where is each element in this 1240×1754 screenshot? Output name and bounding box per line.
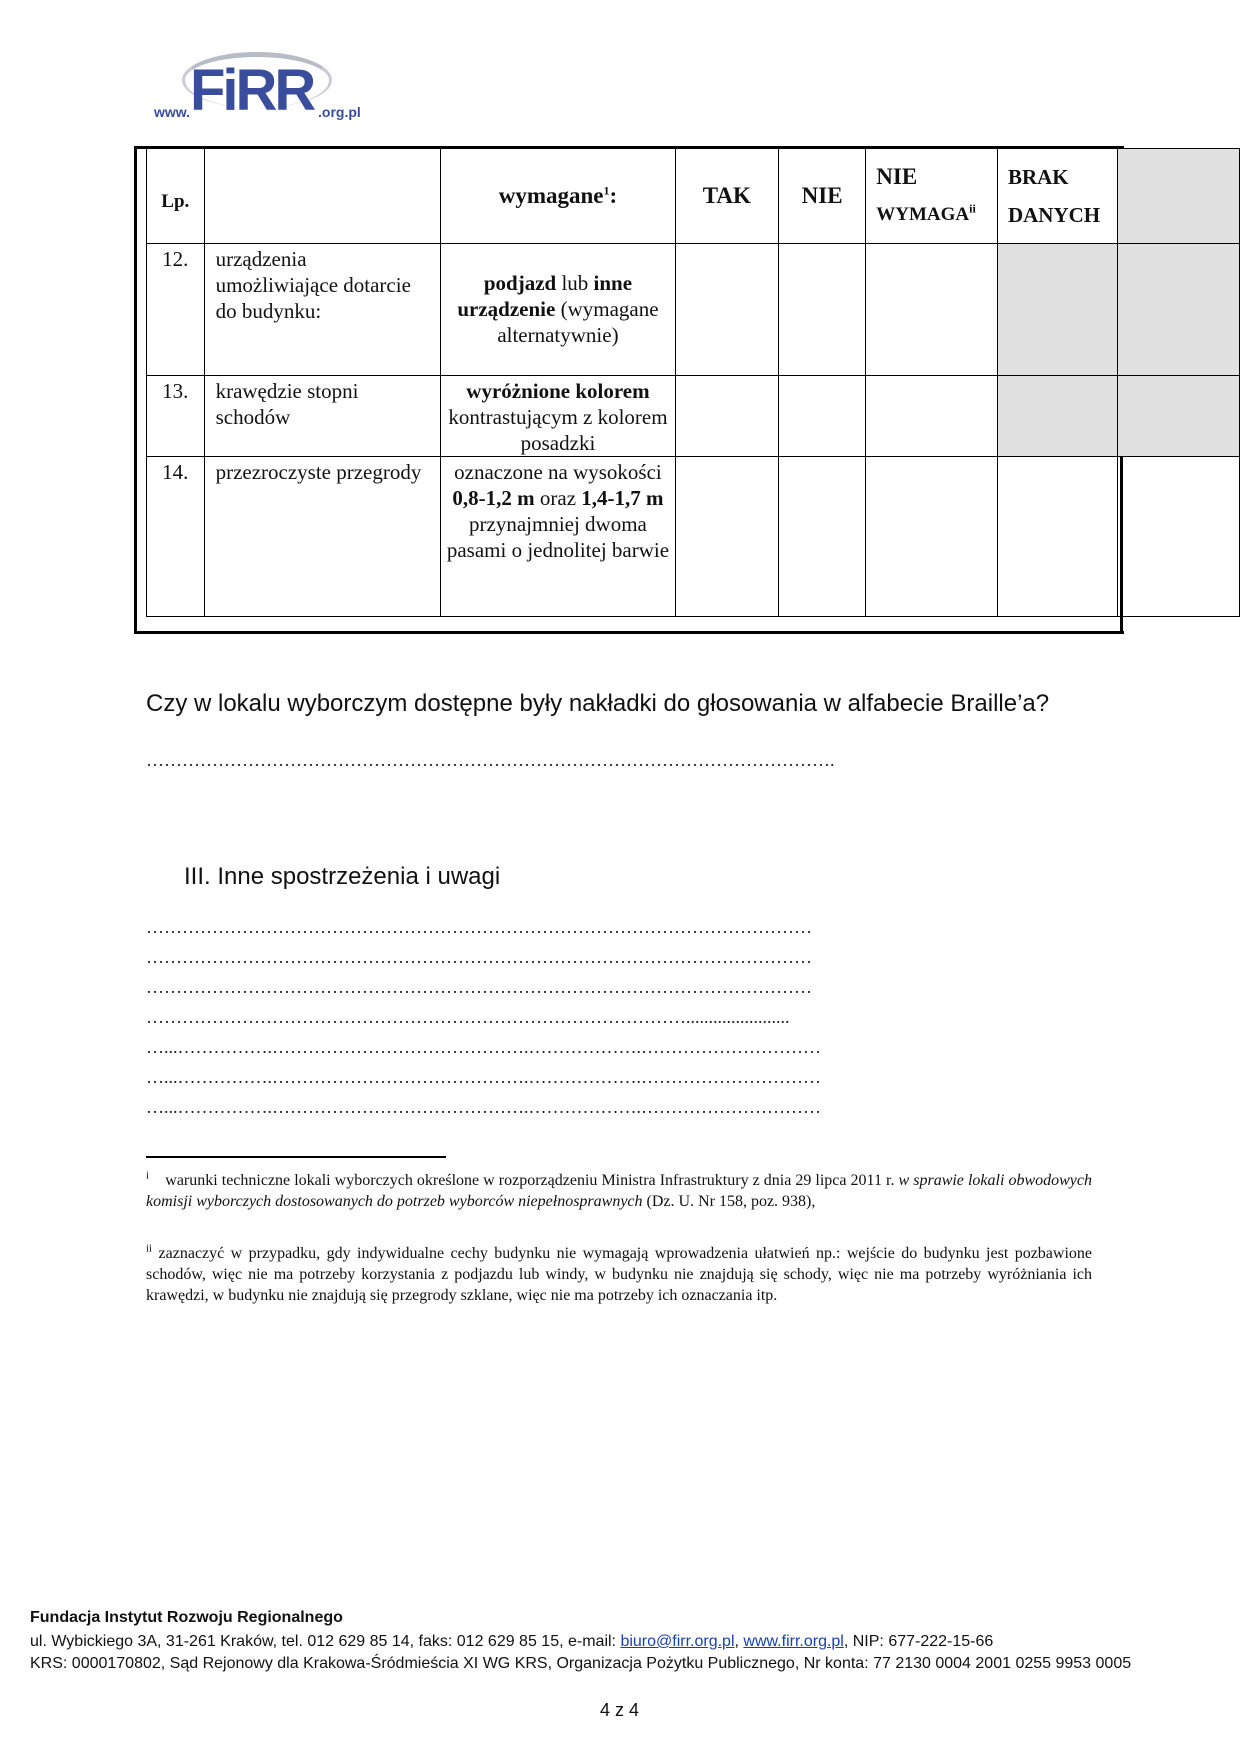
- row-description: krawędzie stopni schodów: [204, 376, 441, 457]
- section-title: III. Inne spostrzeżenia i uwagi: [184, 863, 501, 890]
- row-extra-gray-cell: [1117, 376, 1239, 457]
- notes-dotted-line[interactable]: …………………………………………………………………………………………………: [146, 947, 812, 967]
- row-extra-cell: [1117, 457, 1239, 617]
- header-extra-gray: [1117, 149, 1239, 244]
- header-nie-wymaga: NIE WYMAGA$^{ii}$: [866, 149, 998, 244]
- header-tak: TAK: [675, 149, 778, 244]
- row-tak-cell[interactable]: [675, 376, 778, 457]
- notes-dotted-line[interactable]: …...…………….…………………………………….……………….…………………………: [146, 1097, 821, 1117]
- notes-dotted-line[interactable]: ……………………………………………………………………………….......................: [146, 1007, 790, 1027]
- header-lp: Lp.: [147, 149, 205, 244]
- logo-brand: FiRR: [190, 58, 314, 123]
- braille-question: Czy w lokalu wyborczym dostępne były nakładki do głosowania w alfabecie Braille’a?: [146, 690, 1050, 717]
- row-nie-wymaga-cell[interactable]: [866, 376, 998, 457]
- header-blank: [204, 149, 441, 244]
- header-nie: NIE: [778, 149, 865, 244]
- row-requirement: podjazd lub inne urządzenie (wymagane alternatywnie): [441, 244, 675, 376]
- footer-email-link[interactable]: biuro@firr.org.pl: [620, 1633, 735, 1650]
- answer-dotted-line[interactable]: …………………………………………………………………………………………………….: [146, 750, 835, 770]
- row-nie-cell[interactable]: [778, 457, 865, 617]
- footer-org-name: Fundacja Instytut Rozwoju Regionalnego: [30, 1609, 343, 1626]
- notes-dotted-line[interactable]: …...…………….…………………………………….……………….…………………………: [146, 1067, 821, 1087]
- notes-dotted-line[interactable]: …………………………………………………………………………………………………: [146, 917, 812, 937]
- row-tak-cell[interactable]: [675, 244, 778, 376]
- footer-address-line: ul. Wybickiego 3A, 31-261 Kraków, tel. 012 629 85 14, faks: 012 629 85 15, e-mail: biuro@firr.org.pl, www.firr.org.pl, NIP: 677-222-15-66: [30, 1633, 994, 1650]
- footer-krs-line: KRS: 0000170802, Sąd Rejonowy dla Krakowa-Śródmieścia XI WG KRS, Organizacja Pożytku Publicznego, Nr konta: 77 2130 0004 2001 0255 9953 0005: [30, 1655, 1132, 1672]
- footnote-1: $^i$ warunki techniczne lokali wyborczych określone w rozporządzeniu Ministra Infrastruktury z dnia 29 lipca 2011 r. w sprawie lokali obwodowych komisji wyborczych dostosowanych do potrzeb wyborców niepełnosprawnych (Dz. U. Nr 158, poz. 938),: [146, 1169, 1092, 1210]
- footnote-separator: [146, 1156, 446, 1158]
- footer-website-link[interactable]: www.firr.org.pl: [743, 1633, 844, 1650]
- row-nie-wymaga-cell[interactable]: [866, 244, 998, 376]
- footnote-2: $^{ii}$ zaznaczyć w przypadku, gdy indywidualne cechy budynku nie wymagają wprowadzenia ułatwień np.: wejście do budynku jest pozbawione schodów, więc nie ma potrzeby korzystania z podjazdu lub windy, w budynku nie znajdują się schody, więc nie ma potrzeby wyróżniania ich krawędzi, w budynku nie znajdują się przegrody szklane, więc nie ma potrzeby ich oznaczania itp.: [146, 1242, 1092, 1304]
- row-brak-danych-cell[interactable]: [997, 457, 1117, 617]
- table-row: [147, 244, 1240, 376]
- row-description: urządzenia umożliwiające dotarcie do budynku:: [204, 244, 441, 376]
- accessibility-table: [146, 148, 1240, 617]
- table-header-row: [147, 149, 1240, 244]
- row-brak-danych-cell: [997, 244, 1117, 376]
- row-tak-cell[interactable]: [675, 457, 778, 617]
- header-required: wymagane$^1$:: [441, 149, 675, 244]
- table-row: [147, 376, 1240, 457]
- row-nie-wymaga-cell[interactable]: [866, 457, 998, 617]
- row-lp: 13.: [147, 376, 205, 457]
- logo-domain: .org.pl: [318, 104, 361, 120]
- footnote-1-mark: i: [146, 1169, 150, 1182]
- row-nie-cell[interactable]: [778, 244, 865, 376]
- notes-dotted-line[interactable]: …………………………………………………………………………………………………: [146, 977, 812, 997]
- footnote-2-mark: ii: [146, 1242, 153, 1255]
- row-nie-cell[interactable]: [778, 376, 865, 457]
- row-requirement: wyróżnione kolorem kontrastującym z kolorem posadzki: [441, 376, 675, 457]
- notes-dotted-line[interactable]: …...…………….…………………………………….……………….…………………………: [146, 1037, 821, 1057]
- row-lp: 12.: [147, 244, 205, 376]
- row-brak-danych-cell: [997, 376, 1117, 457]
- row-extra-gray-cell: [1117, 244, 1239, 376]
- table-row: [147, 457, 1240, 617]
- logo-www: www.: [154, 104, 191, 120]
- row-lp: 14.: [147, 457, 205, 617]
- firr-logo: [150, 50, 380, 130]
- row-requirement: oznaczone na wysokości 0,8-1,2 m oraz 1,4-1,7 m przynajmniej dwoma pasami o jednolitej barwie: [441, 457, 675, 617]
- header-brak-danych: BRAK DANYCH: [997, 149, 1117, 244]
- page-number: 4 z 4: [600, 1700, 640, 1720]
- row-description: przezroczyste przegrody: [204, 457, 441, 617]
